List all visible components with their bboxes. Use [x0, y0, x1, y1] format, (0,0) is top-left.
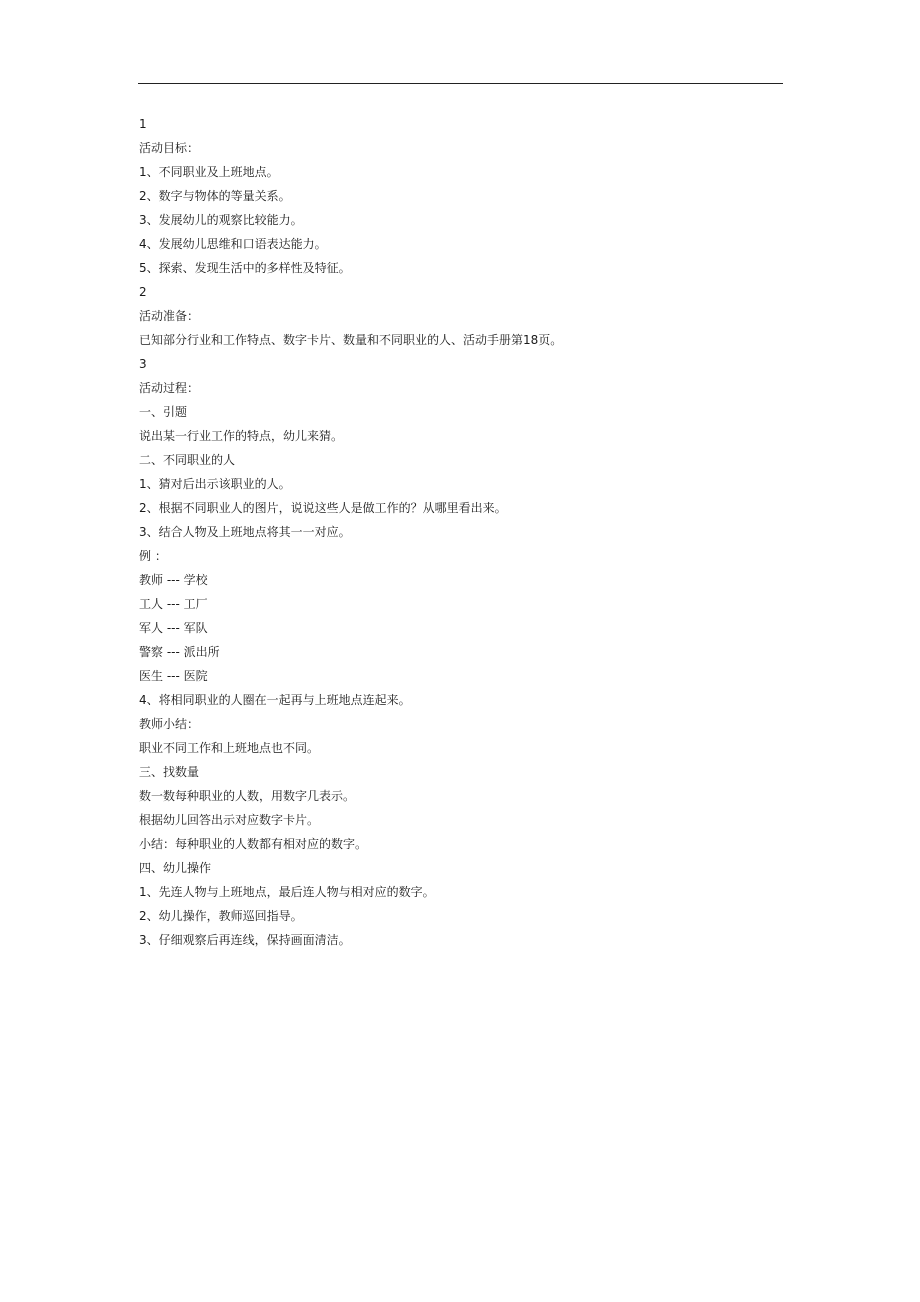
goals-heading: 活动目标： [139, 141, 200, 155]
section-number-1: 1 [139, 117, 147, 131]
step-heading: 三、找数量 [139, 765, 200, 779]
section-number-2: 2 [139, 285, 147, 299]
body-text: 说出某一行业工作的特点，幼儿来猜。 [139, 429, 344, 443]
goal-item: 3、发展幼儿的观察比较能力。 [139, 213, 303, 227]
list-item: 2、幼儿操作，教师巡回指导。 [139, 909, 303, 923]
example-label: 例 ： [139, 549, 167, 563]
example-pair: 工人 --- 工厂 [139, 597, 208, 611]
goal-item: 2、数字与物体的等量关系。 [139, 189, 291, 203]
goal-item: 1、不同职业及上班地点。 [139, 165, 279, 179]
process-heading: 活动过程： [139, 381, 200, 395]
list-item: 3、结合人物及上班地点将其一一对应。 [139, 525, 351, 539]
summary-heading: 教师小结： [139, 717, 200, 731]
body-text: 小结：每种职业的人数都有相对应的数字。 [139, 837, 368, 851]
list-item: 3、仔细观察后再连线，保持画面清洁。 [139, 933, 351, 947]
preparation-heading: 活动准备： [139, 309, 200, 323]
body-text: 职业不同工作和上班地点也不同。 [139, 741, 320, 755]
step-heading: 二、不同职业的人 [139, 453, 236, 467]
example-pair: 医生 --- 医院 [139, 669, 208, 683]
goal-item: 4、发展幼儿思维和口语表达能力。 [139, 237, 327, 251]
example-pair: 教师 --- 学校 [139, 573, 208, 587]
list-item: 4、将相同职业的人圈在一起再与上班地点连起来。 [139, 693, 411, 707]
body-text: 数一数每种职业的人数，用数字几表示。 [139, 789, 356, 803]
step-heading: 四、幼儿操作 [139, 861, 212, 875]
preparation-text: 已知部分行业和工作特点、数字卡片、数量和不同职业的人、活动手册第18页。 [139, 333, 563, 347]
example-pair: 军人 --- 军队 [139, 621, 208, 635]
section-number-3: 3 [139, 357, 147, 371]
goal-item: 5、探索、发现生活中的多样性及特征。 [139, 261, 351, 275]
list-item: 1、猜对后出示该职业的人。 [139, 477, 291, 491]
list-item: 1、先连人物与上班地点，最后连人物与相对应的数字。 [139, 885, 435, 899]
example-pair: 警察 --- 派出所 [139, 645, 220, 659]
body-text: 根据幼儿回答出示对应数字卡片。 [139, 813, 320, 827]
step-heading: 一、引题 [139, 405, 188, 419]
header-rule [138, 83, 783, 84]
document-body [139, 112, 779, 952]
list-item: 2、根据不同职业人的图片，说说这些人是做工作的？从哪里看出来。 [139, 501, 507, 515]
